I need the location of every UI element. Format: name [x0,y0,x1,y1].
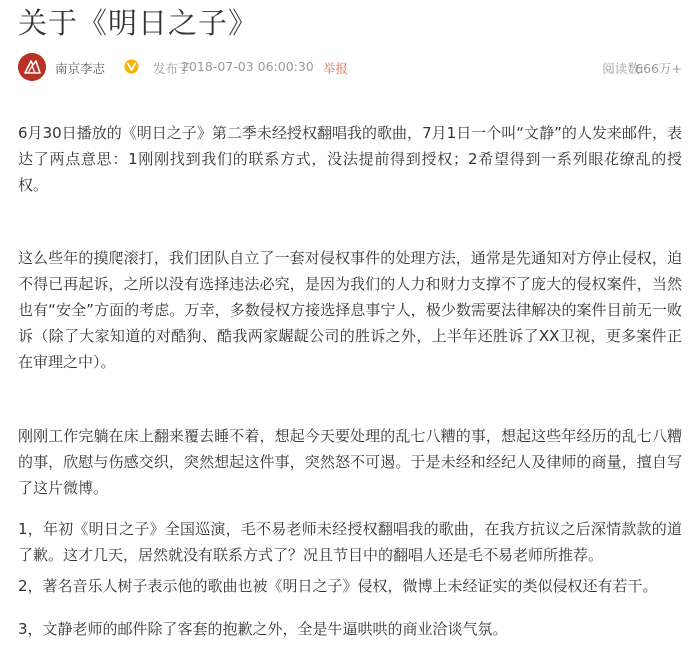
read-count: 666万+ [635,61,682,76]
avatar-logo-icon [18,53,46,81]
report-link[interactable]: 举报 [323,61,349,76]
author-name[interactable]: 南京李志 [55,61,106,76]
paragraph: 2，著名音乐人树子表示他的歌曲也被《明日之子》侵权，微博上未经证实的类似侵权还有若干。 [18,577,658,595]
vip-badge-icon [124,59,139,74]
publish-label: 发布于 [153,61,191,76]
paragraph: 刚刚工作完躺在床上翻来覆去睡不着，想起今天要处理的乱七八糟的事，想起这些年经历的乱七八糟的事，欣慰与伤感交织，突然想起这件事，突然怒不可遏。于是未经和经纪人及律师的商量，擅自写了这片微博。 [18,427,682,497]
author-avatar[interactable] [18,53,46,81]
read-count-label: 阅读数: [602,61,644,76]
article-meta [18,53,682,81]
article-title: 关于《明日之子》 [18,6,259,40]
paragraph: 3，文静老师的邮件除了客套的抱歉之外，全是牛逼哄哄的商业洽谈气氛。 [18,620,508,638]
paragraph: 这么些年的摸爬滚打，我们团队自立了一套对侵权事件的处理方法，通常是先通知对方停止侵权，迫不得已再起诉，之所以没有选择违法必究，是因为我们的人力和财力支撑不了庞大的侵权案件，当然也有“安全”方面的考虑。万幸，多数侵权方接选择息事宁人，极少数需要法律解决的案件目前无一败诉（除了大家知道的对酷狗、酷我两家龌龊公司的胜诉之外，上半年还胜诉了XX卫视，更多案件正在审理之中）。 [18,249,682,371]
paragraph: 6月30日播放的《明日之子》第二季未经授权翻唱我的歌曲，7月1日一个叫“文静”的人发来邮件，表达了两点意思：1刚刚找到我们的联系方式，没法提前得到授权；2希望得到一系列眼花缭乱的授权。 [18,124,682,194]
paragraph: 1，年初《明日之子》全国巡演，毛不易老师未经授权翻唱我的歌曲，在我方抗议之后深情款款的道了歉。这才几天，居然就没有联系方式了？况且节目中的翻唱人还是毛不易老师所推荐。 [18,520,682,564]
publish-time: 2018-07-03 06:00:30 [181,59,314,74]
